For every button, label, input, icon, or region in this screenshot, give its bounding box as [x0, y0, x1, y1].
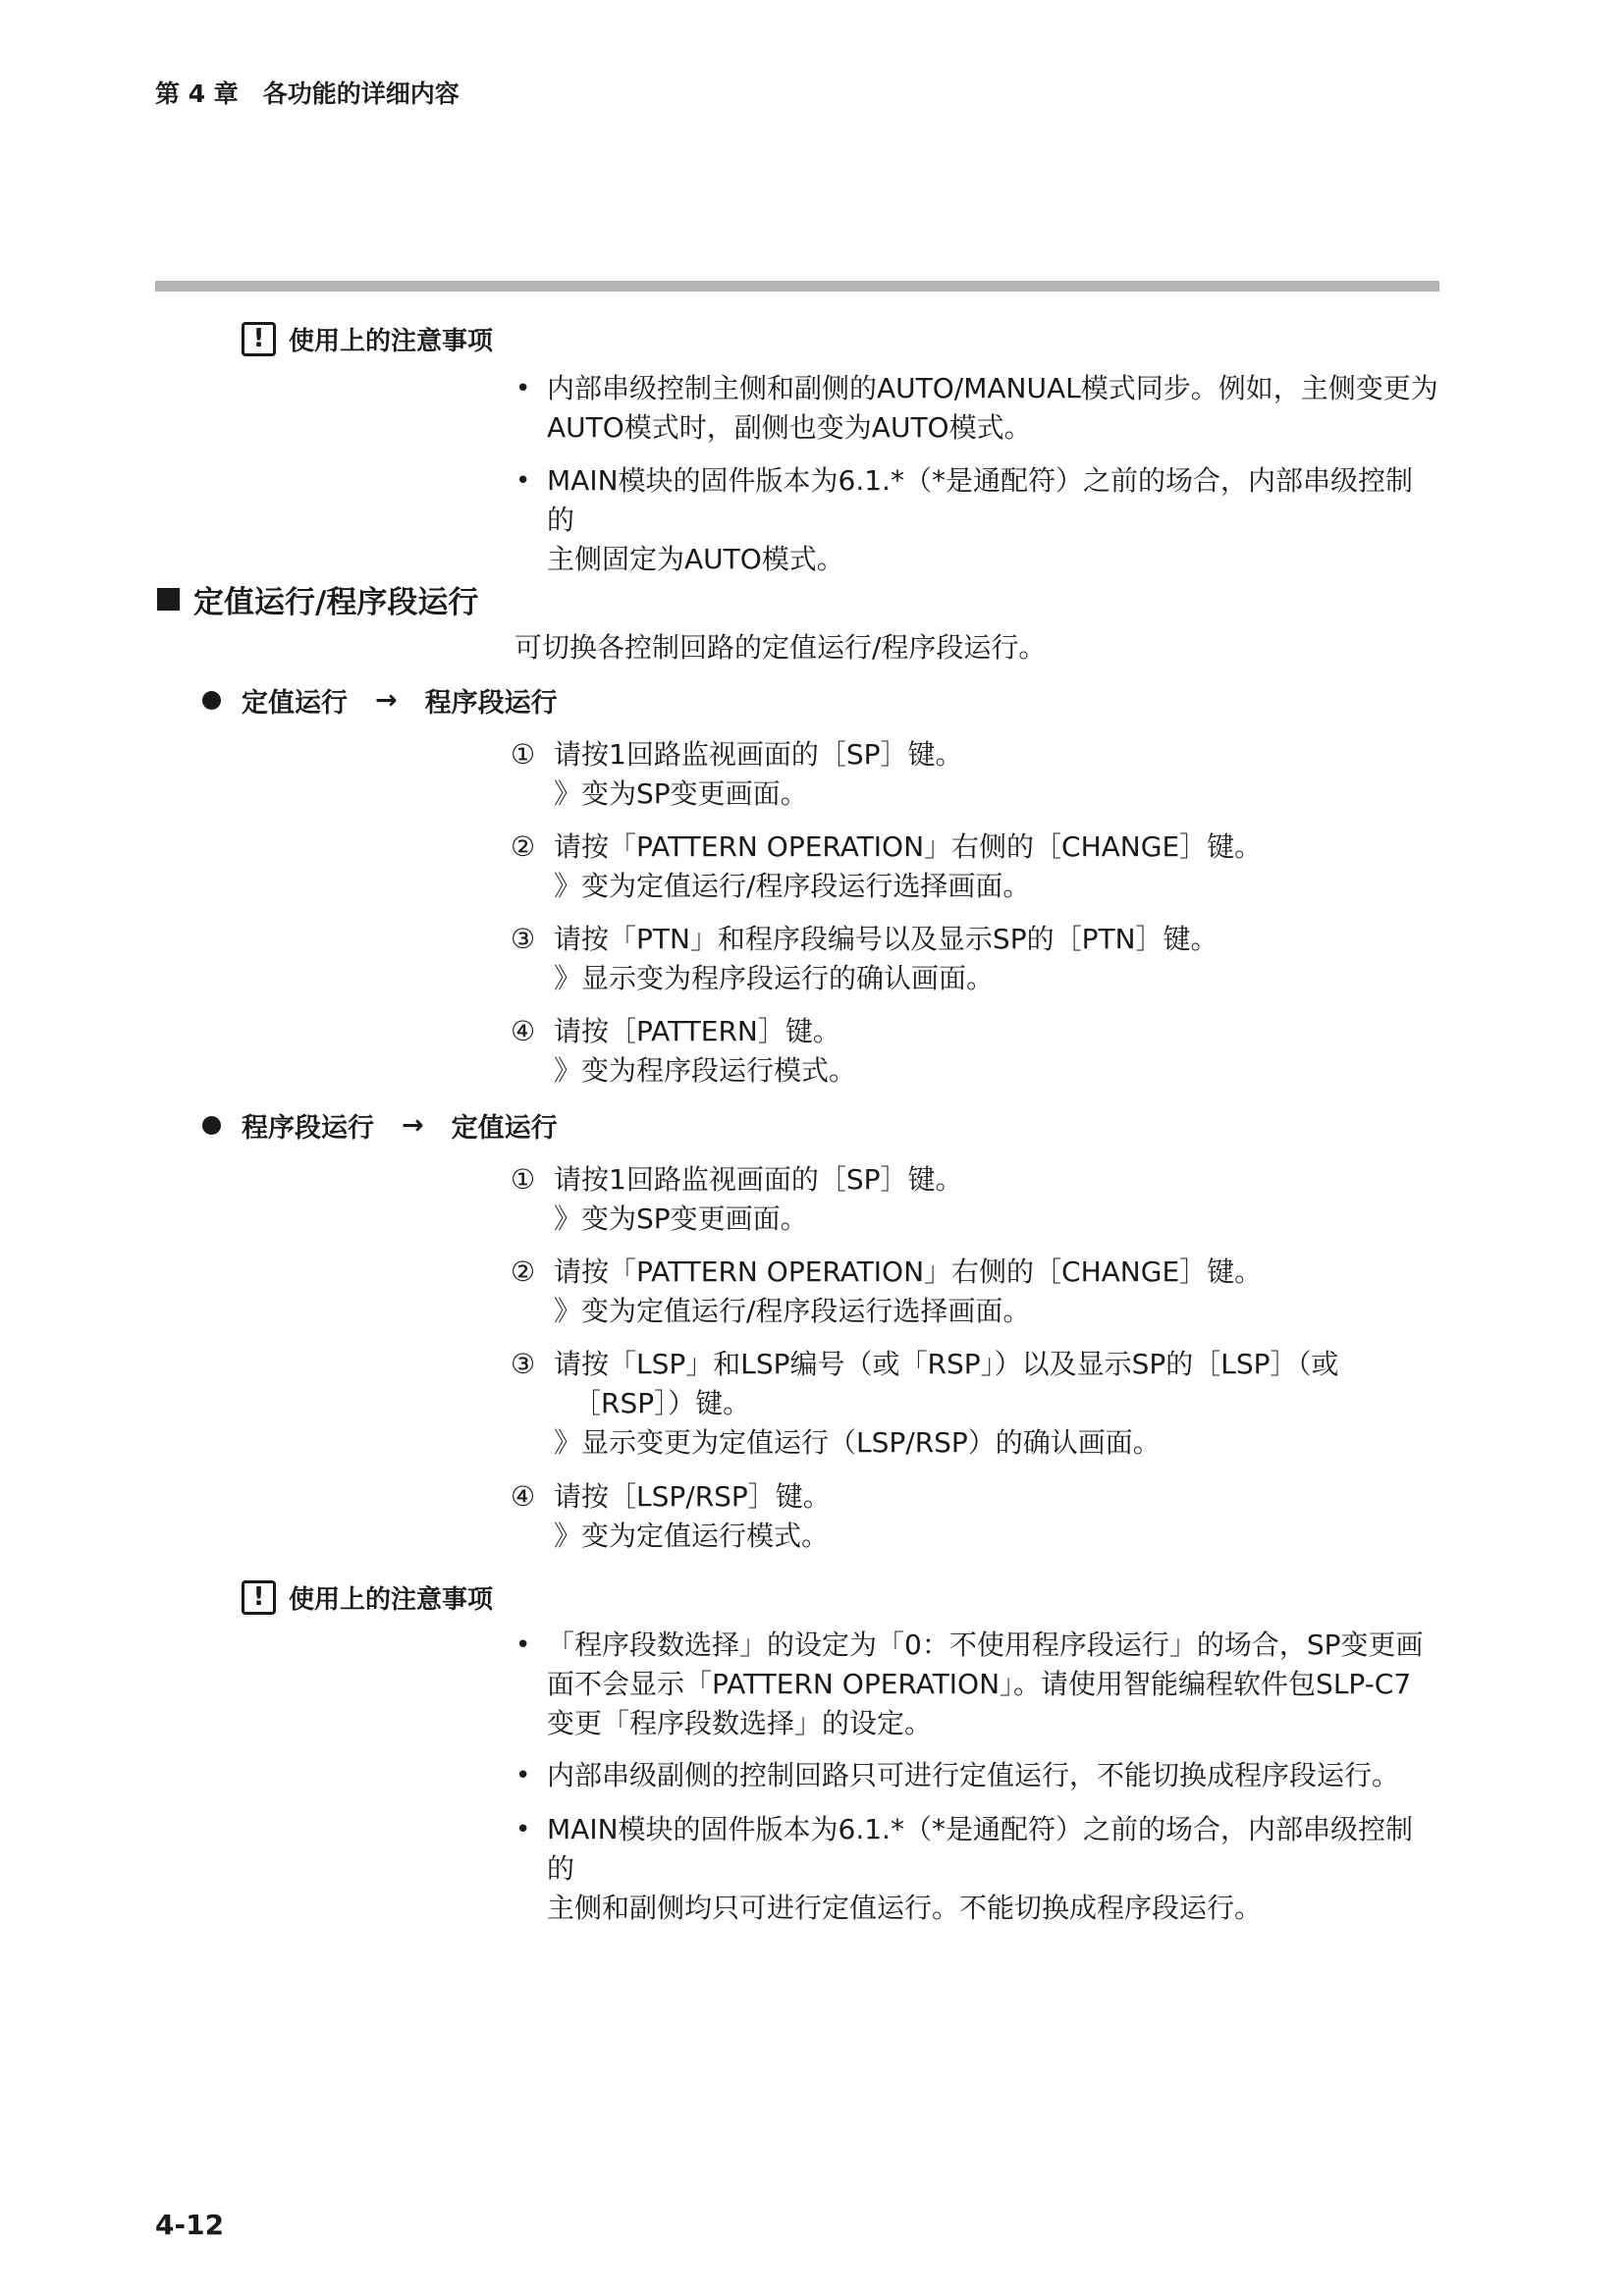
bullet: • [515, 374, 531, 403]
caution-note [512, 1626, 1439, 1743]
step-text: 请按［PATTERN］键。 [554, 1015, 840, 1047]
step-result: 》变为定值运行/程序段运行选择画面。 [554, 870, 1031, 902]
caution-note [512, 1810, 1439, 1928]
step [511, 920, 1439, 998]
section-intro: 可切换各控制回路的定值运行/程序段运行。 [514, 631, 1047, 664]
step-result: 》变为定值运行模式。 [554, 1520, 830, 1552]
step [511, 1477, 1439, 1556]
caution-title: 使用上的注意事项 [289, 1584, 494, 1615]
note-line: 面不会显示「PATTERN OPERATION」。请使用智能编程软件包SLP-C7 [547, 1668, 1412, 1700]
section-divider [155, 281, 1439, 292]
bullet: • [515, 1761, 531, 1790]
note-line: 内部串级控制主侧和副侧的AUTO/MANUAL模式同步。例如，主侧变更为 [547, 372, 1438, 404]
step-number: ④ [511, 1015, 536, 1047]
step [511, 1253, 1439, 1331]
note-line: 内部串级副侧的控制回路只可进行定值运行，不能切换成程序段运行。 [547, 1759, 1400, 1791]
step-text: 请按「PTN」和程序段编号以及显示SP的［PTN］键。 [554, 923, 1218, 955]
subheading-to: 定值运行 [451, 1112, 558, 1144]
step-result: 》变为SP变更画面。 [554, 1202, 808, 1235]
step-number: ④ [511, 1480, 536, 1513]
subheading-from: 定值运行 [242, 687, 348, 719]
bullet: • [515, 1630, 531, 1660]
caution-heading [242, 319, 493, 358]
step-number: ① [511, 738, 536, 771]
round-bullet-icon [202, 691, 221, 710]
step-number: ③ [511, 1348, 536, 1380]
caution-note [512, 461, 1439, 579]
step-text: 请按「PATTERN OPERATION」右侧的［CHANGE］键。 [554, 830, 1263, 863]
note-line: MAIN模块的固件版本为6.1.*（*是通配符）之前的场合，内部串级控制的 [547, 464, 1413, 536]
subheading-fixed-to-program [202, 680, 558, 720]
step [511, 1012, 1439, 1091]
note-line: MAIN模块的固件版本为6.1.*（*是通配符）之前的场合，内部串级控制的 [547, 1813, 1413, 1885]
arrow-right-icon: → [402, 1109, 424, 1141]
step-text: 请按1回路监视画面的［SP］键。 [554, 1163, 963, 1196]
step-result: 》变为程序段运行模式。 [554, 1054, 857, 1087]
arrow-right-icon: → [375, 684, 398, 716]
step-result: 》变为SP变更画面。 [554, 777, 808, 810]
round-bullet-icon [202, 1116, 221, 1135]
note-line: AUTO模式时，副侧也变为AUTO模式。 [547, 411, 1032, 444]
step-number: ② [511, 830, 536, 863]
note-line: 主侧固定为AUTO模式。 [547, 543, 844, 575]
page-number: 4-12 [155, 2209, 225, 2241]
square-bullet-icon [157, 588, 180, 611]
step-text: 请按［LSP/RSP］键。 [554, 1480, 831, 1513]
step-text: 请按「LSP」和LSP编号（或「RSP」）以及显示SP的［LSP］（或 [554, 1348, 1339, 1380]
caution-title: 使用上的注意事项 [289, 326, 494, 356]
caution-note [512, 369, 1439, 448]
note-line: 变更「程序段数选择」的设定。 [547, 1707, 933, 1739]
step-result: 》显示变更为定值运行（LSP/RSP）的确认画面。 [554, 1426, 1161, 1459]
section-title: 定值运行/程序段运行 [193, 585, 479, 620]
step-result: 》显示变为程序段运行的确认画面。 [554, 962, 995, 994]
subheading-program-to-fixed [202, 1105, 558, 1145]
exclamation-icon: ! [242, 322, 276, 356]
step-number: ① [511, 1163, 536, 1196]
subheading-from: 程序段运行 [242, 1112, 374, 1144]
subheading-to: 程序段运行 [424, 687, 558, 719]
section-heading [157, 577, 478, 621]
note-line: 「程序段数选择」的设定为「0：不使用程序段运行」的场合，SP变更画 [547, 1629, 1424, 1661]
step [511, 1345, 1439, 1463]
caution-heading [242, 1577, 493, 1617]
note-line: 主侧和副侧均只可进行定值运行。不能切换成程序段运行。 [547, 1892, 1263, 1924]
chapter-header: 第 4 章 各功能的详细内容 [155, 80, 460, 108]
step [511, 1160, 1439, 1239]
step-number: ② [511, 1255, 536, 1288]
step-text: 请按「PATTERN OPERATION」右侧的［CHANGE］键。 [554, 1255, 1263, 1288]
bullet: • [515, 1815, 531, 1844]
step-number: ③ [511, 923, 536, 955]
step [511, 828, 1439, 906]
exclamation-icon: ! [242, 1580, 276, 1615]
caution-note [512, 1756, 1439, 1795]
step-text: 请按1回路监视画面的［SP］键。 [554, 738, 963, 771]
step [511, 735, 1439, 814]
bullet: • [515, 466, 531, 496]
step-result: 》变为定值运行/程序段运行选择画面。 [554, 1295, 1031, 1327]
step-text-continued: ［RSP］）键。 [573, 1387, 751, 1419]
